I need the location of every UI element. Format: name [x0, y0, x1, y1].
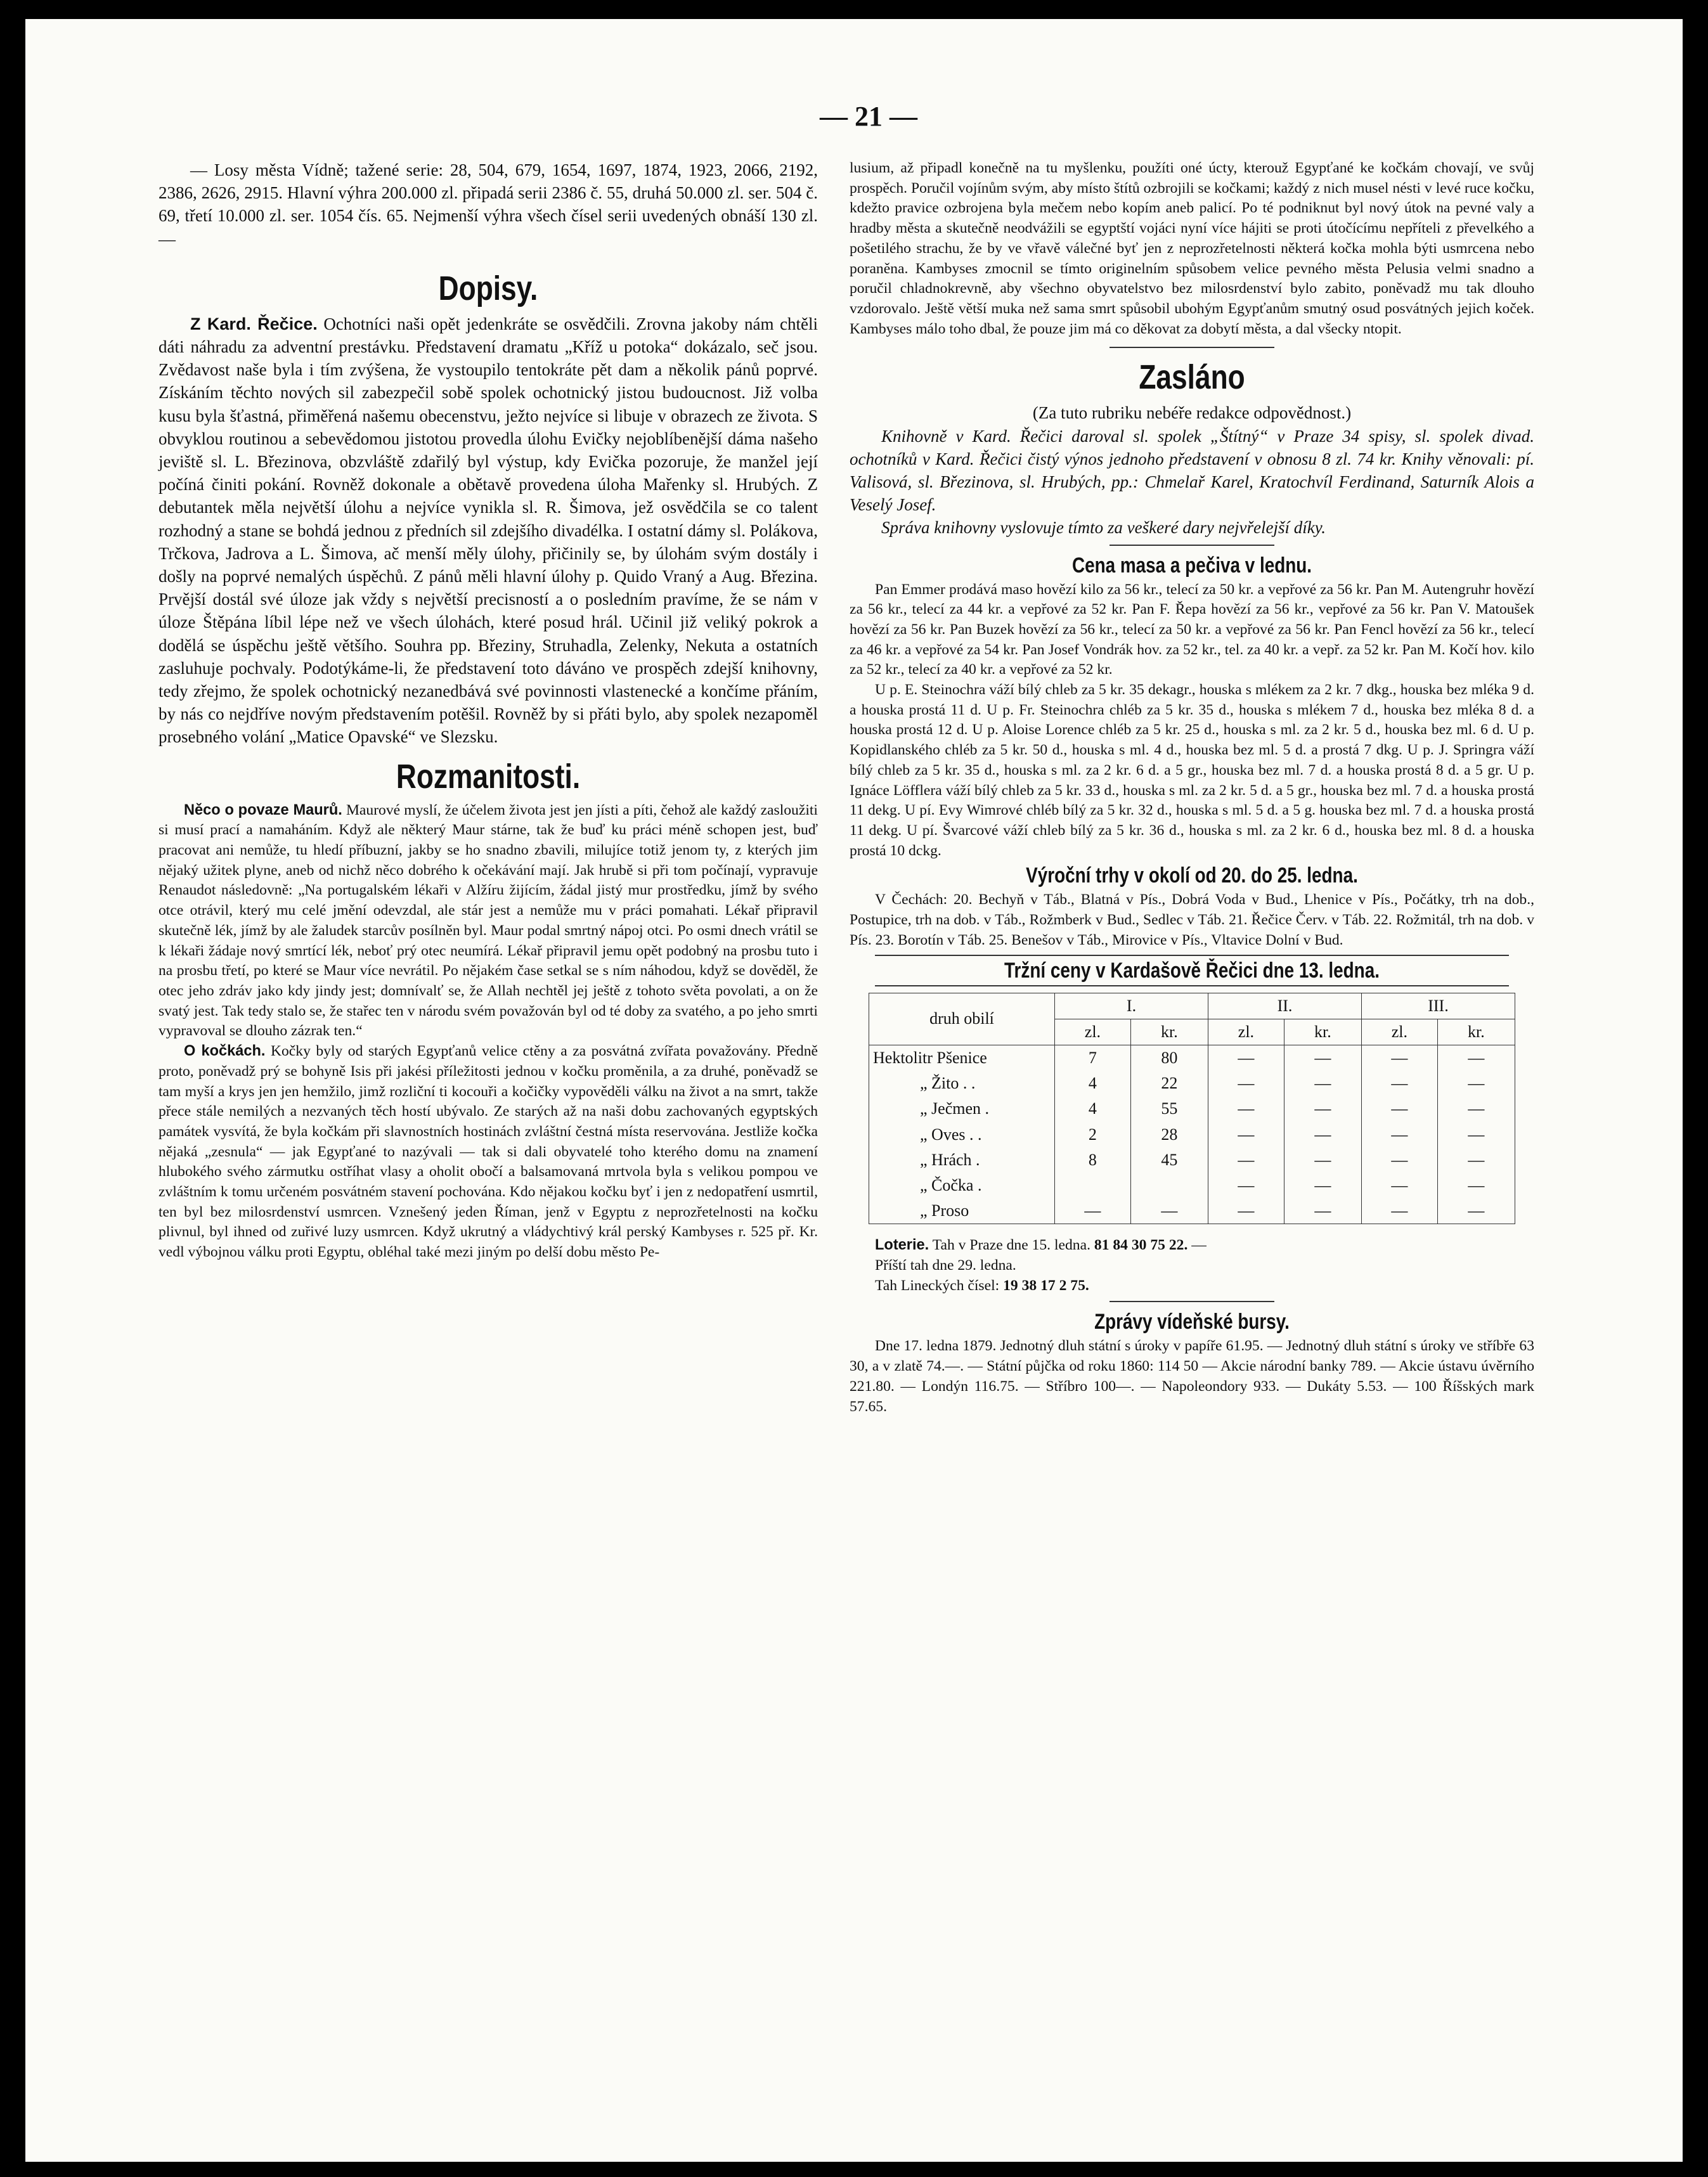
table-cell: —: [1284, 1122, 1361, 1147]
dopisy-lead: Z Kard. Řečice.: [190, 314, 318, 333]
table-cell: —: [1361, 1198, 1437, 1224]
table-cell: 7: [1055, 1045, 1131, 1071]
ceny-heading: Tržní ceny v Kardašově Řečici dne 13. ledna.: [1004, 958, 1380, 983]
kockach-lead: O kočkách.: [184, 1043, 266, 1060]
left-column: [159, 158, 818, 1263]
table-cell: —: [1437, 1071, 1515, 1096]
table-sub-header: kr.: [1437, 1019, 1515, 1045]
table-cell: —: [1208, 1071, 1284, 1096]
table-cell: —: [1437, 1198, 1515, 1224]
loterie-line-1: Loterie. Tah v Praze dne 15. ledna. 81 84 30 75 22. —: [875, 1237, 1207, 1254]
table-cell: 22: [1130, 1071, 1208, 1096]
table-cell: —: [1130, 1198, 1208, 1224]
grain-name: „ Proso: [920, 1201, 969, 1220]
table-group-header: III.: [1361, 993, 1515, 1019]
grain-name: „ Čočka .: [920, 1175, 982, 1194]
kockach-text: Kočky byly od starých Egypťanů velice ctěny a za posvátná zvířata považovány. Předně proto, poněvadž prý se bohyně Isis při jakési příležitosti jednou v kočku proměnila, a za druhé, poněvadž se tam myší a krys jen jen hemžilo, jimž rozliční ti kocouři a kočičky vypověděli válku na život a na smrt, takže přece stále nemilých a nezvaných těch hostí ubývalo. Ze starých až na naši dobu zachovaných egyptských památek vysvítá, že byla kočkám při slavnostních hostinách zvláštní čestná místa reservována. Jestliže kočka nějaká „zesnula“ — jak Egypťané to nazývali — tak si dali obyvatelé toho kterého domu na znamení hlubokého svého zármutku ostříhat vlasy a oholit obočí a balsamovaná mrtvola byla s velikou pompou ve zvláštním k tomu určeném posvátném stavení pochována. Kdo nějakou kočku byť i jen z nedopatření usmrtil, ten byl bez milosrdenství usmrcen. Vznešený jeden Říman, jenž v Egyptu z neprozřetelnosti na kočku plivnul, byl ihned od zuřivé luzy usmrcen. Když ukrutný a vládychtivý král perský Kambyses r. 525 př. Kr. vedl výbojnou válku proti Egyptu, obléhal také mezi jiným po delší dobu město Pe-: [159, 1043, 818, 1261]
table-cell: 55: [1130, 1096, 1208, 1121]
table-cell: —: [1361, 1096, 1437, 1121]
table-cell: —: [1208, 1198, 1284, 1224]
table-cell: —: [1208, 1096, 1284, 1121]
table-group-header: II.: [1208, 993, 1361, 1019]
table-row: [869, 1071, 1515, 1096]
table-row: [869, 1122, 1515, 1147]
table-cell: —: [1437, 1147, 1515, 1173]
kockach-continued: lusium, až připadl konečně na tu myšlenku, použíti oné úcty, kterouž Egypťané ke kočkám chovají, ve svůj prospěch. Poručil vojínům svým, aby místo štítů ozbrojili se kočkami; každý z nich musel nésti v levé ruce kočku, kdežto pravice ozbrojena byla mečem nebo kopím aneb palicí. Po té podniknut byl nový útok na pevné valy a hradby města a skutečně neodvážili se egyptští vojáci nyní více hájiti se proti útočícímu nepříteli z převelkého a pošetilého strachu, že by ve vřavě válečné byť jen z neprozřetelnosti některá kočka mohla býti usmrcena nebo poraněna. Kambyses zmocnil se tímto originelním spůsobem velice pevného města Pelusia velmi snadno a poručil chladnokrevně, aby všechno obyvatelstvo bez milosrdenství bylo zabito, poněvadž mu tak dlouho vzdorovalo. Ještě větší muka než sama smrt spůsobil ubohým Egypťanům smutný osud posvátných jejich koček. Kambyses málo toho dbal, že pouze jim má co děkovat za dobytí města, a dal všecky ntopit.: [850, 160, 1534, 337]
table-row: [869, 1147, 1515, 1173]
grain-name: „ Ječmen .: [920, 1099, 990, 1118]
table-cell: —: [1284, 1147, 1361, 1173]
bursa-paragraph: Dne 17. ledna 1879. Jednotný dluh státní s úroky v papíře 61.95. — Jednotný dluh státní s úroky ve stříbře 63 30, a v zlatě 74.—. — Státní půjčka od roku 1860: 114 50 — Akcie národní banky 789. — Akcie ústavu úvěrního 221.80. — Londýn 116.75. — Stříbro 100—. — Napoleondory 933. — Dukáty 5.53. — 100 Říšských mark 57.65.: [850, 1338, 1534, 1415]
loterie-3-numbers: 19 38 17 2 75.: [1003, 1277, 1089, 1294]
table-col-header: druh obilí: [869, 993, 1055, 1045]
divider: [875, 985, 1509, 986]
newspaper-page: [25, 19, 1683, 2162]
table-cell: —: [1208, 1147, 1284, 1173]
table-cell: —: [1437, 1173, 1515, 1198]
table-cell: 4: [1055, 1096, 1131, 1121]
table-cell: —: [1361, 1122, 1437, 1147]
loterie-lead: Loterie.: [875, 1237, 929, 1254]
table-row-label: [869, 1122, 1055, 1147]
table-row-label: [869, 1147, 1055, 1173]
table-cell: 2: [1055, 1122, 1131, 1147]
table-cell: [1130, 1173, 1208, 1198]
grain-name: „ Žito . .: [920, 1074, 976, 1093]
table-row: [869, 1173, 1515, 1198]
table-cell: [1055, 1173, 1131, 1198]
table-cell: —: [1361, 1173, 1437, 1198]
table-cell: —: [1055, 1198, 1131, 1224]
zaslano-note: (Za tuto rubriku nebéře redakce odpovědnost.): [1032, 403, 1352, 423]
lottery-vienna-paragraph: — Losy města Vídně; tažené serie: 28, 504, 679, 1654, 1697, 1874, 1923, 2066, 2192, 2386, 2626, 2915. Hlavní výhra 200.000 zl. připadá serii 2386 č. 55, druhá 50.000 zl. ser. 504 č. 69, třetí 10.000 zl. ser. 1054 čís. 65. Nejmenší výhra všech čísel serii uvedených obnáší 130 zl. —: [159, 160, 818, 249]
table-cell: —: [1361, 1045, 1437, 1071]
table-cell: —: [1437, 1122, 1515, 1147]
table-cell: —: [1284, 1045, 1361, 1071]
table-cell: 4: [1055, 1071, 1131, 1096]
table-cell: 28: [1130, 1122, 1208, 1147]
table-cell: —: [1284, 1096, 1361, 1121]
page-number: — 21 —: [820, 101, 917, 132]
table-cell: 45: [1130, 1147, 1208, 1173]
grain-price-table: [869, 993, 1515, 1225]
table-cell: 80: [1130, 1045, 1208, 1071]
table-cell: —: [1284, 1173, 1361, 1198]
divider: [1110, 347, 1274, 348]
table-row-label: [869, 1173, 1055, 1198]
cena-pecivo-paragraph: U p. E. Steinochra váží bílý chleb za 5 kr. 35 dekagr., houska s mlékem za 2 kr. 7 dkg., houska bez mléka 9 d. a houska prostá 11 d. U p. Fr. Steinochra chléb za 5 kr. 35 d., houska s mlékem 7 d., houska bez mléka 8 d. a houska prostá 12 d. U p. Aloise Lorence chléb za 5 kr. 25 d., houska s ml. za 2 kr. 5 d., houska bez ml. 6 d. U p. Kopidlanského chléb za 5 kr. 50 d., houska s ml. 4 d., houska bez ml. 5 d. a prostá 7 dkg. U p. J. Springra váží bílý chleb za 5 kr. 35 d., houska s ml. za 2 kr. 6 d. a 5 gr., houska bez ml. 7 d. a houska prostá 8 d. a 5 gr. U p. Ignáce Löfflera váží bílý chleb za 5 kr. 33 d., houska s ml. za 2 kr. 5 d. a 5 gr., houska bez ml. 7 d. a houska prostá 11 dekg. U pí. Evy Wimrové chléb bílý za 5 kr. 32 d., houska s ml. 5 d. a 5 g. houska bez ml. 7 d. a houska prostá 11 dekg. U pí. Švarcové váží chleb bílý za 5 kr. 36 d., houska s ml. za 2 kr. 6 d., houska bez ml. 8 d. a houska prostá 10 dckg.: [850, 682, 1534, 859]
divider: [1110, 1301, 1274, 1302]
loterie-line-3: [850, 1276, 1534, 1296]
table-cell: —: [1208, 1122, 1284, 1147]
table-row: [869, 1198, 1515, 1224]
table-row-label: [869, 1096, 1055, 1121]
loterie-line-2: Příští tah dne 29. ledna.: [875, 1257, 1016, 1274]
table-sub-header: zl.: [1055, 1019, 1131, 1045]
loterie-3-text: Tah Lineckých čísel:: [875, 1277, 1000, 1294]
grain-name: „ Oves . .: [920, 1125, 982, 1144]
table-cell: —: [1437, 1045, 1515, 1071]
loterie-1-numbers: 81 84 30 75 22.: [1094, 1237, 1188, 1254]
cena-heading: Cena masa a pečiva v lednu.: [1071, 553, 1312, 578]
dopisy-heading: Dopisy.: [438, 269, 538, 307]
table-row-label: [869, 1045, 1055, 1071]
dopisy-paragraph: [159, 313, 818, 749]
table-cell: —: [1437, 1096, 1515, 1121]
table-cell: —: [1361, 1147, 1437, 1173]
kockach-paragraph: [159, 1042, 818, 1263]
maurove-text: Maurové myslí, že účelem života jest jen jísti a píti, čehož ale každý zasloužiti si musí prací a namaháním. Když ale některý Maur stárne, tak že buď ku práci méně schopen jest, buď pracovat ani nemůže, tu hledí příbuzní, jakby se ho snadno zbavili, milujíce totiž jenom ty, z kterých jim nějaký užitek plyne, aneb od nichž něco dobrého k očekávání mají. Jak hrubě si při tom počínají, vypravuje Renaudot následovně: „Na portugalském lékaři v Alžíru žijícím, žádal jistý mur prostředku, jímž by svého otce otrávil, který mu celé jmění odevzdal, ale stár jest a nemůže mu v práci pomahati. Lékař připravil skutečně lék, jímž by ale žaludek starcův posílněn byl. Maur podal smrtný nápoj otci. Po osmi dnech vrátil se k lékaři žádaje nový smrtící lék, neboť prý otec neumírá. Lékař připravil jemu opět podobný na prosbu tuto i na prosbu třetí, po které se Maur více nevrátil. Po nějakém čase setkal se s ním náhodou, když se dověděl, že otec jeho zdráv jako kdy jindy jest; domnívalť se, že Allah nechtěl jej ještě z tohoto světa povolati, a on že svatý jest. Tak tedy stalo se, že stařec ten v národu svém považován byl od té doby za svatého, a po jeho smrti vypravoval se dlouho zázrak ten.“: [159, 801, 818, 1040]
maurove-lead: Něco o povaze Maurů.: [184, 801, 342, 818]
zaslano-heading: Zasláno: [1139, 358, 1245, 397]
table-sub-header: zl.: [1361, 1019, 1437, 1045]
table-sub-header: kr.: [1284, 1019, 1361, 1045]
table-group-header: I.: [1055, 993, 1208, 1019]
table-cell: —: [1284, 1071, 1361, 1096]
zaslano-thanks: Správa knihovny vyslovuje tímto za veškeré dary nejvřelejší díky.: [881, 518, 1326, 538]
table-cell: —: [1284, 1198, 1361, 1224]
table-row-label: [869, 1071, 1055, 1096]
cena-maso-paragraph: Pan Emmer prodává maso hovězí kilo za 56 kr., telecí za 50 kr. a vepřové za 56 kr. Pan M. Autengruhr hovězí za 56 kr., telecí za 44 kr. a vepřové za 52 kr. Pan F. Řepa hovězí za 56 kr., vepřové za 56 kr. Pan V. Matoušek hovězí za 56 kr. Pan Buzek hovězí za 56 kr., telecí za 50 kr. a vepřové za 56 kr. Pan Fencl hovězí za 56 kr., telecí za 46 kr. a vepřové za 54 kr. Pan Josef Vondrák hov. za 52 kr., tel. za 40 kr. a vepř. za 52 kr. Pan M. Kočí hov. kilo za 52 kr., telecí za 40 kr. a vepřové za 52 kr.: [850, 581, 1534, 678]
grain-name: Pšenice: [936, 1048, 987, 1067]
maurove-paragraph: [159, 801, 818, 1042]
loterie-1-text: Tah v Praze dne 15. ledna.: [932, 1237, 1090, 1254]
table-row: [869, 1096, 1515, 1121]
table-cell: —: [1208, 1173, 1284, 1198]
table-sub-header: zl.: [1208, 1019, 1284, 1045]
dopisy-text: Ochotníci naši opět jedenkráte se osvědčili. Zrovna jakoby nám chtěli dáti náhradu za adventní prestávku. Představení dramatu „Kříž u potoka“ dokázalo, seč jsou. Zvědavost naše byla i tím zvýšena, že vystoupilo tentokráte pět dam a několik pánů poprvé. Získáním těchto nových sil zabezpečil sobě spolek ochotnický jistou budoucnost. Již volba kusu byla šťastná, přiměřená našemu obecenstvu, ježto nejvíce si libuje v obrazech ze života. S obvyklou routinou a sebevědomou jistotou provedla úlohu Evičky nejoblíbenější dáma našeho jeviště sl. L. Březinova, obzvláště zdařilý byl výstup, kdy Evička pozoruje, že manžel její počíná činiti pokání. Rovněž dokonale a obětavě provedena úloha Mařenky sl. Hrubých. Z debutantek měla největší úlohu a nejvíce vynikla sl. R. Šimova, jež osvědčila se co talent rozhodný a stane se bohdá jednou z předních sil zdejšího divadélka. I ostatní dámy sl. Polákova, Trčkova, Jadrova a L. Šimova, ač menší měly úlohy, přičinily se, by úlohám svým dostály i došly na poprvé nemalých úspěchů. Z pánů měli hlavní úlohy p. Quido Vraný a Aug. Březina. Prvější dostál své úloze jak vždy s největší precisností a o posledním pravíme, že se nám v úloze Štěpána líbil lépe než ve všech úlohách, které posud hrál. Učinil již veliký pokrok a dodělá se úspěchu ještě většího. Souhra pp. Březiny, Struhadla, Zelenky, Nekuta a ostatních zasluhuje pochvaly. Podotýkáme-li, že představení toto dáváno ve prospěch zdejší knihovny, tedy zřejmo, že spolek ochotnický nezanedbává své povinnosti vlastenecké a končíme přáním, by nás co nejdříve novým představením potěšil. Rovněž by si přáti bylo, aby spolek nezapoměl prosebného volání „Matice Opavské“ ve Slezsku.: [159, 314, 818, 747]
table-unit: Hektolitr: [873, 1048, 933, 1067]
rozmanitosti-heading: Rozmanitosti.: [396, 757, 581, 796]
grain-name: „ Hrách .: [920, 1150, 980, 1169]
right-column: [850, 158, 1534, 1417]
trhy-paragraph: V Čechách: 20. Bechyň v Táb., Blatná v Pís., Dobrá Voda v Bud., Lhenice v Pís., Počátky, trh na dob., Postupice, trh na dob. v Táb., Rožmberk v Bud., Sedlec v Táb. 21. Řečice Červ. v Táb. 22. Rožmitál, trh na dob. v Pís. 23. Borotín v Táb. 25. Benešov v Táb., Mirovice v Pís., Vltavice Dolní v Bud.: [850, 891, 1534, 948]
trhy-heading: Výroční trhy v okolí od 20. do 25. ledna.: [1026, 863, 1358, 888]
zaslano-text: Knihovně v Kard. Řečici daroval sl. spolek „Štítný“ v Praze 34 spisy, sl. spolek divad. ochotníků v Kard. Řečici čistý výnos jednoho představení v obnosu 8 zl. 74 kr. Knihy věnovali: pí. Valisová, sl. Březinova, sl. Hrubých, pp.: Chmelař Karel, Kratochvíl Ferdinand, Saturník Alois a Veselý Josef.: [850, 426, 1534, 515]
bursa-heading: Zprávy vídeňské bursy.: [1094, 1310, 1290, 1334]
table-row: [869, 1045, 1515, 1071]
table-sub-header: kr.: [1130, 1019, 1208, 1045]
table-cell: —: [1208, 1045, 1284, 1071]
divider: [1110, 545, 1274, 546]
table-cell: —: [1361, 1071, 1437, 1096]
table-row-label: [869, 1198, 1055, 1224]
table-cell: 8: [1055, 1147, 1131, 1173]
